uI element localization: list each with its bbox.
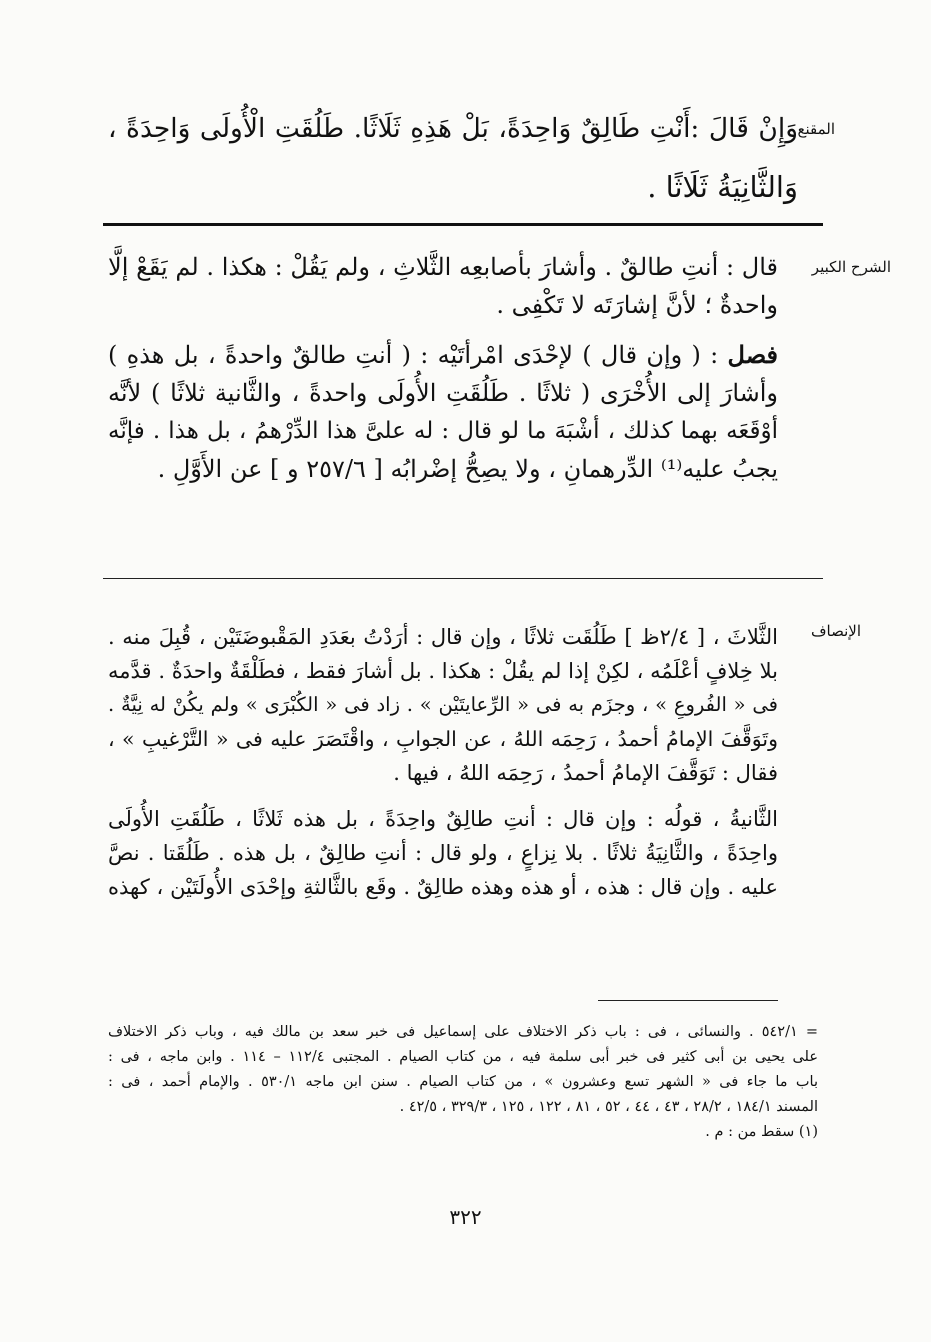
footnote-line-3: باب ما جاء فى « الشهر تسع وعشرون » ، من كتاب الصيام . سنن ابن ماجه ٥٣٠/١ . والإمام أحمد ، فى :: [108, 1074, 819, 1090]
sharh-text: [108, 248, 778, 488]
insaf-line-4: وتَوَقَّفَ الإمامُ أحمدُ ، رَحِمَه اللهُ ، عن الجوابِ ، واقْتَصَرَ عليه فى « التَّرْغيبِ » ،: [108, 727, 778, 751]
fasl-line-2: وأشارَ إلى الأُخْرَى ( ثلاثًا . طَلُقَتِ الأُولَى واحدةً ، والثَّانية ثلاثًا ) لأنَّه: [108, 379, 778, 407]
insaf-para2-line-2: واحِدَةً ، والثَّانِيَةُ ثلاثًا . بلا نِزاعٍ ، ولو قال : أنتِ طالِقٌ ، بل هذه . طَلُقَتا . نصَّ: [108, 841, 778, 865]
footnote-line-2: على يحيى بن أبى كثير فى خبر أبى سلمة فيه ، من كتاب الصيام . المجتبى ١١٢/٤ – ١١٤ . وابن ماجه ، فى :: [108, 1049, 818, 1065]
footnote-line-1: = ٥٤٢/١ . والنسائى ، فى : باب ذكر الاختلاف على إسماعيل فى خبر سعد بن مالك فيه ، وباب ذكر الاختلاف: [108, 1024, 818, 1040]
footnote-line-5: (١) سقط من : م .: [705, 1124, 818, 1140]
sharh-line-1: قال : أنتِ طالقٌ . وأشارَ بأصابعِه الثَّلاثِ ، ولم يَقُلْ : هكذا . لم يَقَعْ إلَّا: [108, 253, 778, 281]
insaf-para2-line-1: الثَّانيةُ ، قولُه : وإن قال : أنتِ طالِقٌ واحِدَةً ، بل هذه ثَلاثًا ، طَلُقَتِ الأُولَى: [108, 807, 778, 831]
fasl-line-4: يجبُ عليه⁽¹⁾ الدِّرهمانِ ، ولا يصِحُّ إضْرابُه [ ٢٥٧/٦ و ] عن الأَوَّلِ .: [157, 455, 778, 483]
insaf-line-2: بلا خِلافٍ أعْلَمُه ، لكِنْ إذا لم يقُلْ : هكذا . بل أشارَ فقط ، فطَلْقَةٌ واحدَةٌ . قدَّمه: [108, 659, 778, 683]
margin-label-insaf: الإنصاف: [810, 622, 861, 640]
muqni-text: [108, 100, 798, 216]
footnote-line-4: المسند ١٨٤/١ ، ٢٨/٢ ، ٤٣ ، ٤٤ ، ٥٢ ، ٨١ ، ١٢٢ ، ١٢٥ ، ٣٢٩/٣ ، ٤٢/٥ .: [399, 1099, 818, 1115]
footnote-rule: [598, 1000, 778, 1001]
insaf-line-3: فى « الفُروعِ » ، وجزَم به فى « الرِّعايتَيْن » . زاد فى « الكُبْرَى » ولم يكُنْ له نِيَّةٌ .: [108, 693, 778, 716]
fasl-line-3: أوْقَعَه بهما كذلك ، أشْبَهَ ما لو قال : له علىَّ هذا الدِّرْهمُ ، بل هذا . فإنَّه: [108, 418, 778, 444]
section-divider-thin: [103, 578, 823, 579]
sharh-line-2: واحدةٌ ؛ لأنَّ إشارَتَه لا تَكْفِى .: [496, 291, 778, 319]
section-divider-thick: [103, 223, 823, 226]
muqni-line-2: وَالثَّانِيَةُ ثَلَاثًا .: [647, 170, 798, 204]
insaf-text: [108, 620, 778, 904]
fasl-heading: فصل: [727, 340, 778, 369]
insaf-line-1: الثَّلاثَ ، [ ٢/٤ظ ] طَلُقَت ثلاثًا ، وإن قال : أرَدْتُ بعَدَدِ المَقْبوضَتَيْن ، قُبِلَ منه .: [108, 625, 778, 649]
insaf-line-5: فقال : تَوَقَّفَ الإمامُ أحمدُ ، رَحِمَه اللهُ ، فيها .: [393, 761, 778, 785]
footnotes: [108, 1020, 818, 1145]
page-number: ٣٢٢: [449, 1205, 482, 1229]
margin-label-sharh: الشرح الكبير: [811, 258, 891, 276]
margin-label-muqni: المقنع: [797, 120, 835, 138]
insaf-para2-line-3: عليه . وإن قال : هذه ، أو هذه وهذه طالِقٌ . وقَع بالثَّالثةِ وإحْدَى الأُولَتَيْن ، كهذه: [108, 875, 778, 899]
muqni-line-1: وَإِنْ قَالَ :أَنْتِ طَالِقٌ وَاحِدَةً، بَلْ هَذِهِ ثَلَاثًا. طَلُقَتِ الْأُولَى وَاحِدَةً ،: [108, 113, 798, 144]
fasl-line-1-text: : ( وإن قال ) لإحْدَى امْرأتَيْه : ( أنتِ طالقٌ واحدةً ، بل هذهِ ): [108, 341, 719, 369]
fasl-line-1: [108, 336, 778, 374]
